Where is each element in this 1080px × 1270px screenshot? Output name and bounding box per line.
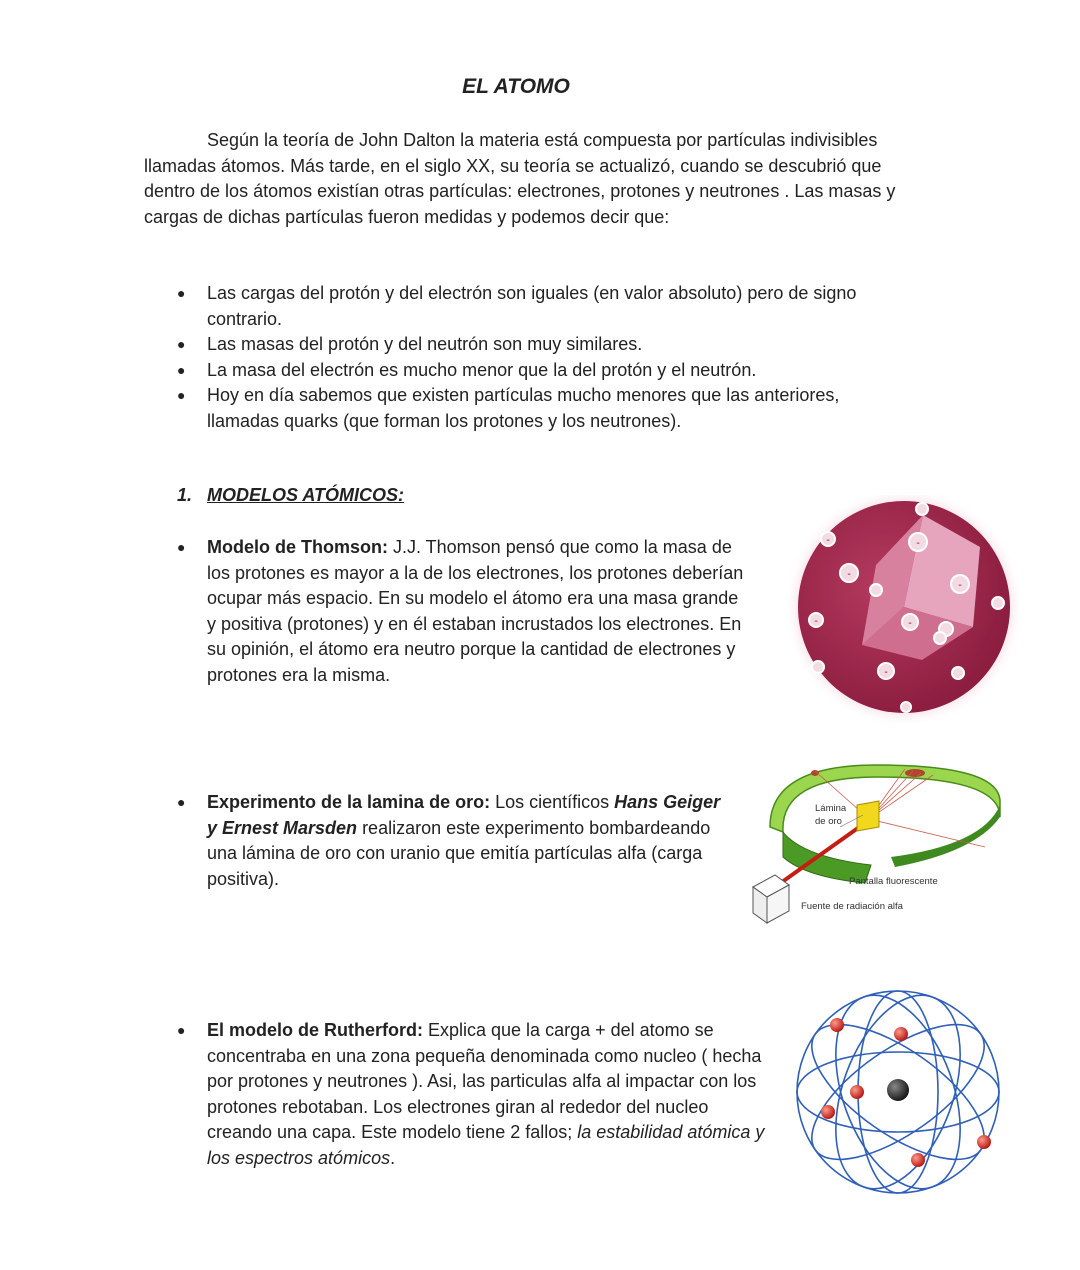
gold-foil-text-end: realizaron este experimento bombardeando una lámina de oro con uranio que emitía partículas alfa (carga positiva). [207, 817, 711, 889]
label-fuente: Fuente de radiación alfa [801, 901, 903, 912]
electron-sign: - [826, 535, 830, 546]
facts-list [177, 281, 897, 434]
scientist-names: Hans Geiger y Ernest Marsden [207, 792, 721, 838]
list-item [177, 358, 897, 384]
list-item-text: Hoy en día sabemos que existen partículas mucho menores que las anteriores, llamadas quarks (que forman los protones y los neutrones). [207, 385, 840, 431]
bullet-icon [177, 358, 207, 384]
list-item [177, 281, 897, 332]
bullet-icon [177, 281, 207, 307]
electron-sign: - [958, 580, 962, 591]
list-item-text: Las masas del protón y del neutrón son muy similares. [207, 334, 643, 354]
list-item [177, 332, 897, 358]
thomson-label: Modelo de Thomson: [207, 537, 388, 557]
gold-foil-label: Experimento de la lamina de oro: [207, 792, 491, 812]
rutherford-model-item [177, 1018, 777, 1171]
label-de-oro: de oro [815, 816, 842, 827]
electron-sign: - [814, 616, 818, 627]
bullet-icon [177, 535, 207, 561]
gold-foil-experiment-image [745, 757, 1002, 925]
bullet-icon [177, 790, 207, 816]
thomson-model-item [177, 535, 752, 688]
label-pantalla: Pantalla fluorescente [849, 876, 938, 887]
thomson-text: J.J. Thomson pensó que como la masa de los protones es mayor a la de los electrones, los protones deberían ocupar más espacio. En su modelo el átomo era una masa grande y positiva (protones) y en él estaban incrustados los electrones. En su opinión, el átomo era neutro porque la cantidad de electrones y protones era la misma. [207, 537, 744, 685]
gold-foil-item [177, 790, 727, 892]
thomson-atom-image [780, 495, 1020, 727]
intro-paragraph: Según la teoría de John Dalton la materia está compuesta por partículas indivisibles llamadas átomos. Más tarde, en el siglo XX, su teoría se actualizó, cuando se descubrió que dentro de los átomos existían otras partículas: electrones, protones y neutrones . Las masas y cargas de dichas partículas fueron medidas y podemos decir que: [144, 130, 896, 227]
section-title-text: MODELOS ATÓMICOS: [207, 485, 404, 505]
document-title: EL ATOMO [462, 75, 570, 98]
rutherford-label: El modelo de Rutherford: [207, 1020, 423, 1040]
list-item-text: Las cargas del protón y del electrón son iguales (en valor absoluto) pero de signo contrario. [207, 283, 857, 329]
label-lamina: Lámina [815, 803, 847, 814]
list-item-text: La masa del electrón es mucho menor que la del protón y el neutrón. [207, 359, 757, 380]
list-item [177, 383, 897, 434]
rutherford-flaws: la estabilidad atómica y los espectros atómicos [207, 1122, 765, 1168]
bullet-icon [177, 332, 207, 358]
rutherford-end: . [390, 1147, 396, 1168]
section-number: 1. [177, 485, 193, 505]
electron-sign: - [916, 538, 920, 549]
electron-sign: - [908, 618, 912, 629]
gold-foil-text: Los científicos [490, 792, 615, 812]
electron-sign: - [847, 569, 851, 580]
electron-sign: - [884, 667, 888, 678]
rutherford-atom-image [790, 985, 1005, 1200]
section-heading [177, 483, 404, 509]
bullet-icon [177, 1018, 207, 1044]
bullet-icon [177, 383, 207, 409]
rutherford-text: Explica que la carga + del atomo se concentraba en una zona pequeña denominada como nucleo ( hecha por protones y neutrones ). Asi, las particulas alfa al impactar con los protones rebotaban. Los electrones giran al rededor del nucleo creando una capa. Este modelo tiene 2 fallos; [207, 1020, 762, 1142]
